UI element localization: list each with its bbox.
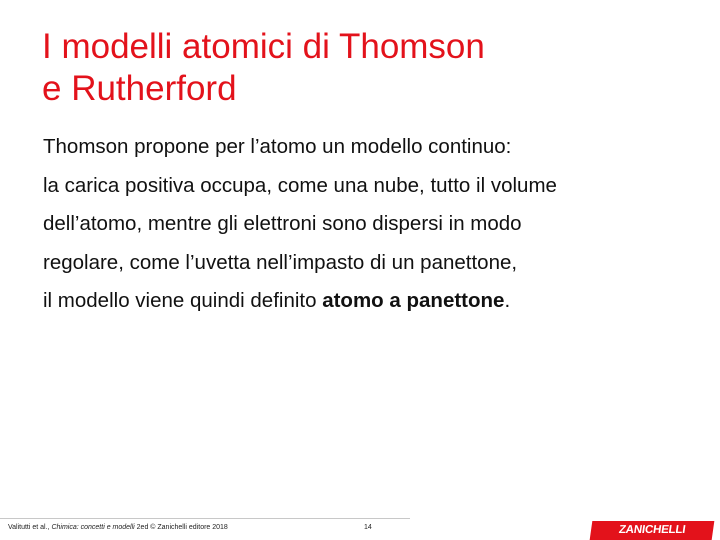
body-line-5-end: . bbox=[504, 289, 511, 312]
body-line-1: Thomson propone per l’atomo un modello continuo: bbox=[43, 135, 512, 158]
body-line-5-text: il modello viene quindi definito bbox=[43, 289, 323, 312]
footer-credit-book-title: Chimica: concetti e modelli bbox=[51, 524, 135, 531]
zanichelli-logo: ZANICHELLI bbox=[590, 521, 715, 540]
footer-divider bbox=[0, 518, 292, 519]
footer-divider-page bbox=[292, 518, 410, 519]
footer-credit-publisher: 2ed © Zanichelli editore 2018 bbox=[134, 524, 228, 531]
body-line-5 bbox=[43, 282, 693, 321]
slide-body bbox=[43, 128, 693, 321]
footer-credit bbox=[8, 524, 228, 531]
slide-title-line-1: I modelli atomici di Thomson bbox=[42, 27, 485, 66]
slide-title bbox=[42, 26, 682, 110]
page-number: 14 bbox=[364, 524, 372, 531]
body-line-4: regolare, come l’uvetta nell’impasto di un panettone, bbox=[43, 250, 518, 274]
body-line-5-bold-term: atomo a panettone bbox=[322, 289, 505, 312]
body-line-3: dell’atomo, mentre gli elettroni sono dispersi in modo bbox=[43, 212, 522, 235]
slide-title-line-2: e Rutherford bbox=[42, 69, 237, 108]
footer-credit-authors: Valitutti et al., bbox=[8, 524, 52, 531]
body-line-2: la carica positiva occupa, come una nube, tutto il volume bbox=[43, 173, 557, 197]
